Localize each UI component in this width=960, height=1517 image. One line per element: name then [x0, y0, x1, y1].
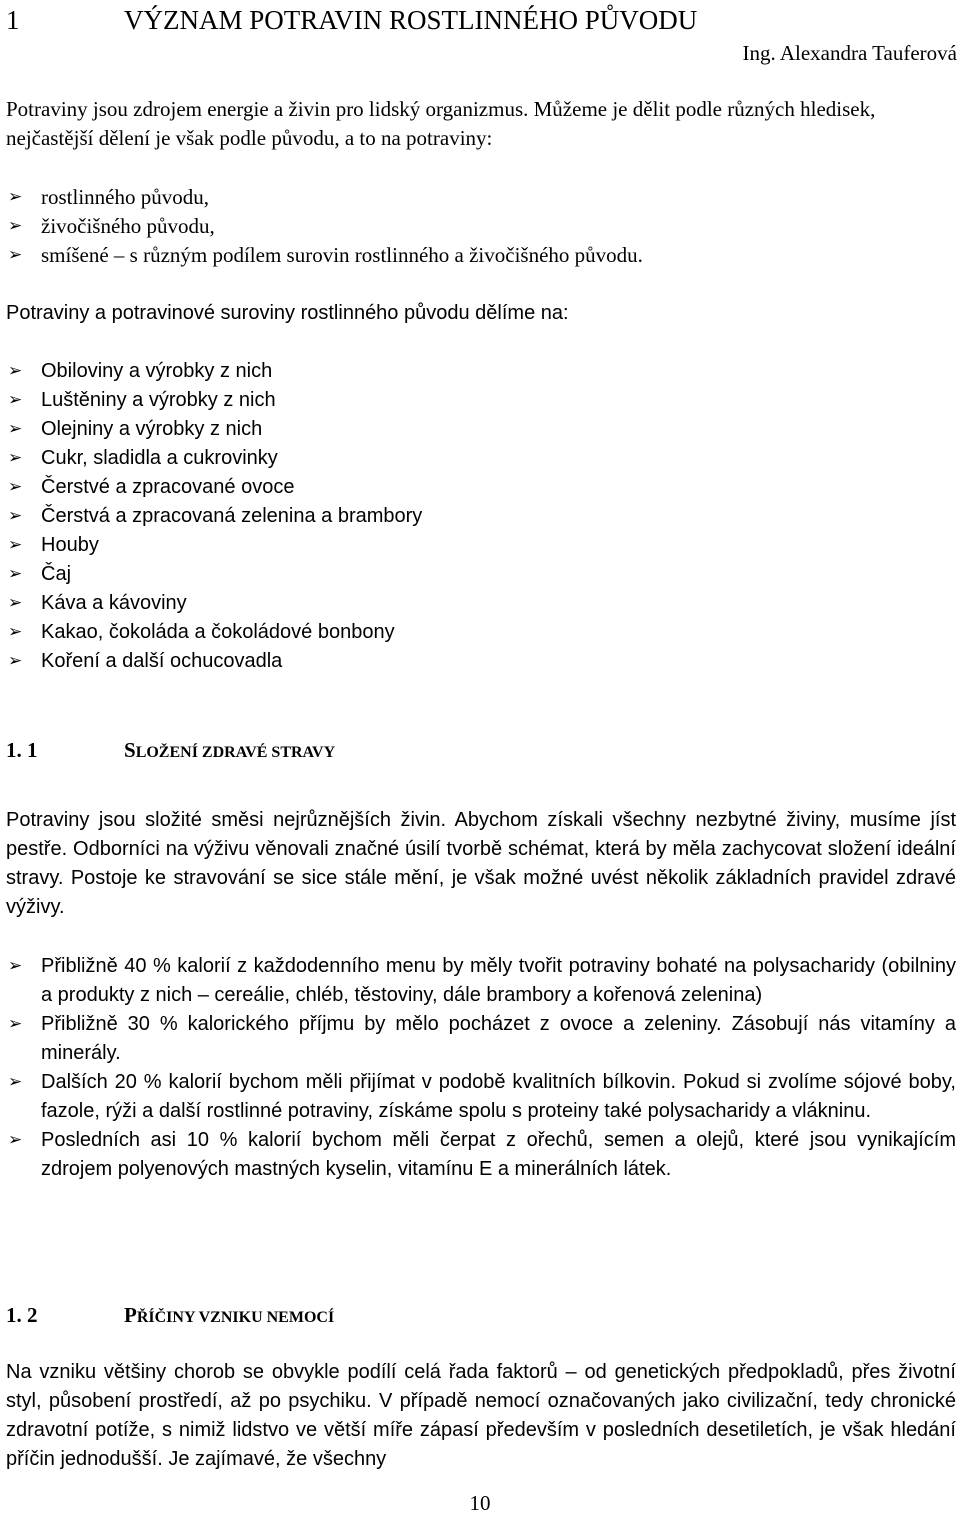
- author-name: Ing. Alexandra Tauferová: [742, 41, 957, 65]
- list-item: ➢ živočišného původu,: [6, 212, 956, 241]
- arrow-bullet-icon: ➢: [8, 477, 23, 497]
- list-item: ➢ Káva a kávoviny: [6, 589, 956, 618]
- rules-list: [6, 952, 956, 1184]
- page-number: 10: [469, 1491, 491, 1515]
- chapter-number: 1: [6, 5, 20, 35]
- list-item: ➢ Houby: [6, 531, 956, 560]
- list-item: ➢ rostlinného původu,: [6, 183, 956, 212]
- arrow-bullet-icon: ➢: [8, 361, 23, 381]
- plant-foods-list: [6, 357, 956, 676]
- list-item: ➢ Posledních asi 10 % kalorií bychom měli čerpat z ořechů, semen a olejů, které jsou vynikajícím zdrojem polyenových mastných kyselin, vitamínu E a minerálních látek.: [6, 1126, 956, 1184]
- arrow-bullet-icon: ➢: [8, 390, 23, 410]
- section-paragraph: Na vzniku většiny chorob se obvykle podílí celá řada faktorů – od genetických předpokladů, přes životní styl, působení prostředí, až po psychiku. V případě nemocí označovaných jako civilizační, tedy chronické zdravotní potíže, s nimiž lidstvo ve větší míře zápasí především v posledních desetiletích, je však hledání příčin jednodušší. Je zajímavé, že všechny: [6, 1361, 956, 1470]
- arrow-bullet-icon: ➢: [8, 593, 23, 613]
- list-item: ➢ Dalších 20 % kalorií bychom měli přijímat v podobě kvalitních bílkovin. Pokud si zvolíme sójové boby, fazole, rýži a další rostlinné potraviny, získáme spolu s proteiny také polysacharidy a vlákninu.: [6, 1068, 956, 1126]
- list-item: ➢ Cukr, sladidla a cukrovinky: [6, 444, 956, 473]
- list-item: ➢ Kakao, čokoláda a čokoládové bonbony: [6, 618, 956, 647]
- list-item: ➢ Obiloviny a výrobky z nich: [6, 357, 956, 386]
- chapter-title: VÝZNAM POTRAVIN ROSTLINNÉHO PŮVODU: [124, 5, 698, 35]
- list-item: ➢ Přibližně 40 % kalorií z každodenního menu by měly tvořit potraviny bohaté na polysacharidy (obilniny a produkty z nich – cereálie, chléb, těstoviny, dále brambory a kořenová zelenina): [6, 952, 956, 1010]
- plant-foods-paragraph: Potraviny a potravinové suroviny rostlinného původu dělíme na:: [6, 302, 569, 324]
- arrow-bullet-icon: ➢: [8, 506, 23, 526]
- arrow-bullet-icon: ➢: [8, 956, 23, 976]
- section-number: 1. 1: [6, 738, 38, 762]
- arrow-bullet-icon: ➢: [8, 419, 23, 439]
- list-item: ➢ Přibližně 30 % kalorického příjmu by mělo pocházet z ovoce a zeleniny. Zásobují nás vitamíny a minerály.: [6, 1010, 956, 1068]
- section-title: PŘÍČINY VZNIKU NEMOCÍ: [124, 1303, 335, 1327]
- section-number: 1. 2: [6, 1303, 38, 1327]
- list-item: ➢ smíšené – s různým podílem surovin rostlinného a živočišného původu.: [6, 241, 956, 270]
- list-item: ➢ Koření a další ochucovadla: [6, 647, 956, 676]
- arrow-bullet-icon: ➢: [8, 564, 23, 584]
- list-item: ➢ Luštěniny a výrobky z nich: [6, 386, 956, 415]
- arrow-bullet-icon: ➢: [8, 187, 23, 207]
- arrow-bullet-icon: ➢: [8, 216, 23, 236]
- list-item: ➢ Čerstvá a zpracovaná zelenina a brambory: [6, 502, 956, 531]
- arrow-bullet-icon: ➢: [8, 1072, 23, 1092]
- arrow-bullet-icon: ➢: [8, 535, 23, 555]
- arrow-bullet-icon: ➢: [8, 448, 23, 468]
- arrow-bullet-icon: ➢: [8, 651, 23, 671]
- section-title: SLOŽENÍ ZDRAVÉ STRAVY: [124, 738, 336, 762]
- arrow-bullet-icon: ➢: [8, 622, 23, 642]
- list-item: ➢ Olejniny a výrobky z nich: [6, 415, 956, 444]
- section-paragraph: Potraviny jsou složité směsi nejrůznějších živin. Abychom získali všechny nezbytné živiny, musíme jíst pestře. Odborníci na výživu věnovali značné úsilí tvorbě schémat, která by měla zachycovat složení ideální stravy. Postoje ke stravování se sice stále mění, je však možné uvést několik základních pravidel zdravé výživy.: [6, 809, 956, 918]
- list-item: ➢ Čerstvé a zpracované ovoce: [6, 473, 956, 502]
- arrow-bullet-icon: ➢: [8, 245, 23, 265]
- intro-paragraph: Potraviny jsou zdrojem energie a živin pro lidský organizmus. Můžeme je dělit podle různých hledisek, nejčastější dělení je však podle původu, a to na potraviny:: [6, 97, 876, 150]
- list-item: ➢ Čaj: [6, 560, 956, 589]
- origin-list: [6, 183, 956, 270]
- arrow-bullet-icon: ➢: [8, 1014, 23, 1034]
- arrow-bullet-icon: ➢: [8, 1130, 23, 1150]
